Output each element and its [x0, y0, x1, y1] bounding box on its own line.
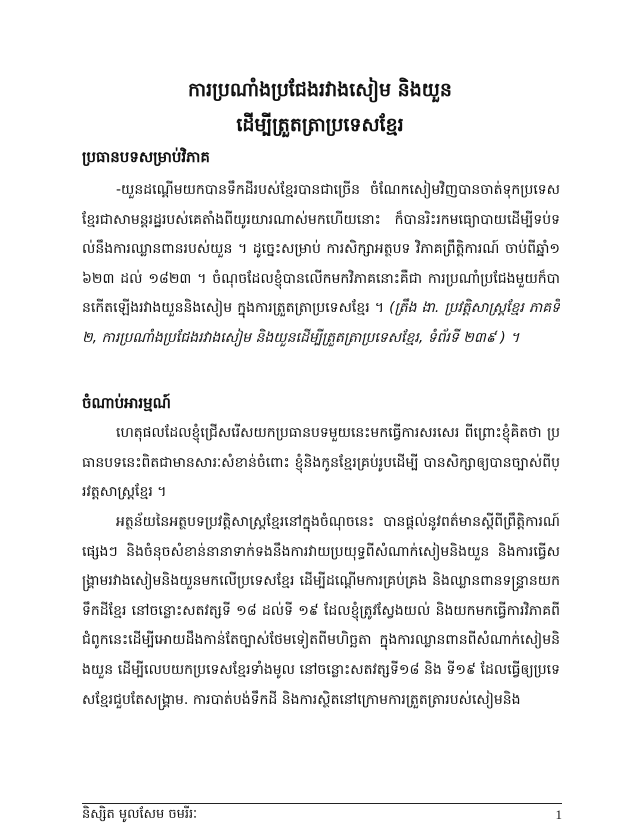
paragraph-impression-1: ហេតុផលដែលខ្ញុំជ្រើសរើសយកប្រធានបទមួយនេះមកធ្វើការសរសេរ ពីព្រោះខ្ញុំគិតថា ប្រធានបទនេះពិតជាមានសារៈសំខាន់ចំពោះ ខ្ញុំនិងកូនខ្មែរគ្រប់រូបដើម្បី បានសិក្សាឲ្យបានច្បាស់ពីប្រវត្តសាស្ត្រខ្មែរ ។ [82, 425, 560, 501]
document-title-line1: ការប្រណាំងប្រជែងរវាងសៀម និងយួន [188, 79, 452, 101]
document-title-line2: ដើម្បីត្រួតត្រាប្រទេសខ្មែរ [236, 114, 404, 136]
paragraph-impression-2: អត្ថន័យនៃអត្ថបទប្រវត្តិសាស្ត្រខ្មែរនៅក្នុងចំណុចនេះ បានផ្ដល់នូវពត៌មានស្ដីពីព្រឹត្តិការណ៍ផ្សេងៗ និងចំនុចសំខាន់នានាទាក់ទងនឹងការវាយប្រយុទ្ធពីសំណាក់សៀមនិងយួន និងការធ្វើសង្គ្រាមរវាងសៀមនិងយួនមកលើប្រទេសខ្មែរ ដើម្បីដណ្ដើមការគ្រប់គ្រង និងឈ្លានពានទន្ទ្រានយកទឹកដីខ្មែរ នៅចន្លោះសតវត្សទី ១៨ ដល់ទី ១៩ ដែលខ្ញុំត្រូវស្វែងយល់ និងយកមកធ្វើការវិភាគពីជំពូកនេះដើម្បីអោយដឹងកាន់តែច្បាស់ថែមទៀតពីមហិច្ឆតា ក្នុងការឈ្លានពានពីសំណាក់សៀមនិងយួន ដើម្បីលេបយកប្រទេសខ្មែរទាំងមូល នៅចន្លោះសតវត្សទី១៨ និង ទី១៩ ដែលធ្វើឲ្យប្រទេសខ្មែរជួបតែសង្គ្រាម. ការបាត់បង់ទឹកដី និងការស្ថិតនៅក្រោមការត្រួតត្រារបស់សៀមនិង [82, 514, 560, 708]
citation: (ត្រឹង ងា. ប្រវត្តិសាស្ត្រខ្មែរ ភាគទី ២, ការប្រណាំងប្រជែងរវាងសៀម និងយួនដើម្បីត្រួតត្រាប្រទេសខ្មែរ, ទំព័រទី ២៣៩ ) ។ [82, 300, 560, 346]
paragraph-topic [82, 176, 560, 388]
paragraph-topic-text: -យួនដណ្ដើមយកបានទឹកដីរបស់ខ្មែរបានជាច្រើន ចំណែកសៀមវិញបានចាត់ទុកប្រទេសខ្មែរជាសាមន្តរដ្ឋរបស់គេតាំងពីយូរយារណាស់មកហើយនោះ ក៏បានរិះរកមធ្យោបាយដើម្បីទប់ទល់នឹងការឈ្លានពានរបស់យួន ។ ដូច្នេះសម្រាប់ ការសិក្សាអត្ថបទ វិភាគព្រឹត្តិការណ៍ ចាប់ពីឆ្នាំ១៦២៣ ដល់ ១៨២៣ ។ ចំណុចដែលខ្ញុំបានលើកមកវិភាគនោះគឺជា ការប្រណាំប្រជែងមួយក៏បានកើតឡើងរវាងយួននិងសៀម ក្នុងការត្រួតត្រាប្រទេសខ្មែរ ។ [82, 182, 560, 317]
footer-author: និស្សិត មូលសែម ចមរីរៈ [82, 807, 198, 822]
section-heading-topic: ប្រធានបទសម្រាប់វិភាគ [82, 148, 210, 166]
footer-divider [82, 803, 562, 804]
section-heading-impression: ចំណាប់អារម្មណ៍ [82, 394, 171, 412]
footer-page-number: 1 [555, 807, 562, 822]
